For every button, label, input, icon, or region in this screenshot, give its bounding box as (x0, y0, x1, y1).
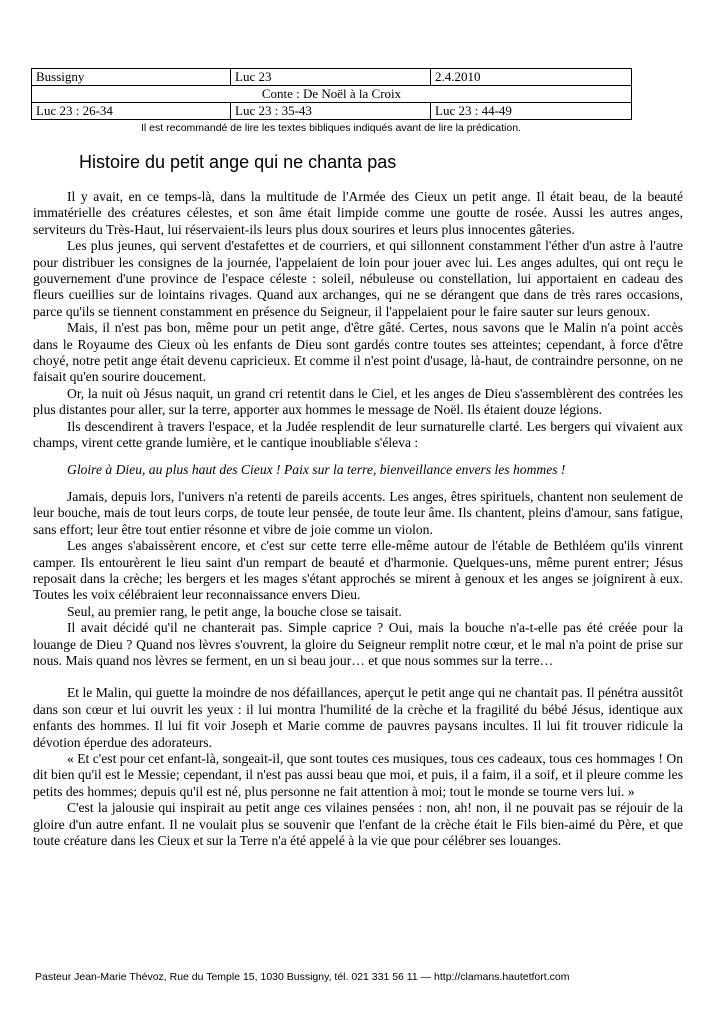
header-table (31, 68, 632, 120)
page-footer: Pasteur Jean-Marie Thévoz, Rue du Temple 15, 1030 Bussigny, tél. 021 331 56 11 — http://clamans.hautetfort.com (35, 971, 570, 983)
paragraph: « Et c'est pour cet enfant-là, songeait-il, que sont toutes ces musiques, tous ces cadeaux, tous ces hommages ! On dit bien qu'il est le Messie; cependant, il n'est pas aussi beau que moi, et puis, il a faim, il a soif, et il pleure comme les petits des hommes; depuis qu'il est né, plus personne ne fait attention à moi; tout le monde se tourne vers lui. » (33, 751, 683, 799)
paragraph: Mais, il n'est pas bon, même pour un petit ange, d'être gâté. Certes, nous savons que le Malin n'a point accès dans le Royaume des Cieux où les enfants de Dieu sont gardés contre toutes ses atteintes; cependant, à force d'être choyé, notre petit ange était devenu capricieux. Et comme il n'est point d'usage, là-haut, de contraindre personne, on ne faisait qu'en sourire doucement. (33, 320, 683, 385)
header-passage-1: Luc 23 : 26-34 (32, 103, 231, 120)
paragraph: Et le Malin, qui guette la moindre de nos défaillances, aperçut le petit ange qui ne chantait pas. Il pénétra aussitôt dans son cœur et lui ouvrit les yeux : il lui montra l'humilité de la crèche et la fragilité du bébé Jésus, identique aux enfants des hommes. Il lui fit voir Joseph et Marie comme de pauvres paysans incultes. Il lui fit trouver ridicule la dévotion éperdue des adorateurs. (33, 685, 683, 750)
paragraph: Ils descendirent à travers l'espace, et la Judée resplendit de leur surnaturelle clarté. Les bergers qui vivaient aux champs, virent cette grande lumière, et le cantique inoubliable s'éleva : (33, 418, 683, 451)
header-row (32, 103, 632, 120)
paragraph: Or, la nuit où Jésus naquit, un grand cri retentit dans le Ciel, et les anges de Dieu s'assemblèrent des contrées les plus distantes pour aller, sur la terre, apporter aux hommes le message de Noël. Ils étaient douze légions. (33, 385, 683, 418)
paragraph: Jamais, depuis lors, l'univers n'a retenti de pareils accents. Les anges, êtres spirituels, chantent non seulement de leur bouche, mais de tout leurs corps, de toute leur pensée, de toute leur âme. Ils chantent, pleins d'amour, sans fatigue, sans effort; leur être tout entier résonne et vibre de joie comme un violon. (33, 488, 683, 537)
paragraph: Les plus jeunes, qui servent d'estafettes et de courriers, et qui sillonnent constamment l'éther d'un astre à l'autre pour distribuer les consignes de la journée, l'appelaient de loin pour jouer avec lui. Les anges adultes, qui ont reçu le gouvernement d'une province de l'espace céleste : soleil, nébuleuse ou constellation, lui apportaient en cadeau des fleurs cueillies sur de lointains rivages. Quand aux archanges, qui ne se dérangent que dans de très rares occasions, parce qu'ils se tiennent constamment en présence du Seigneur, il l'appelaient pour le faire sauter sur leurs genoux. (33, 238, 683, 319)
document-body (33, 189, 683, 849)
paragraph: C'est la jalousie qui inspirait au petit ange ces vilaines pensées : non, ah! non, il ne pouvait pas se réjouir de la gloire d'un autre enfant. Il ne voulait plus se souvenir que l'enfant de la crèche était le Fils bien-aimé du Père, et que toute créature dans les Cieux et sur la Terre n'a été appelé à la vie que pour célébrer ses louanges. (33, 800, 683, 849)
header-subtitle: Conte : De Noël à la Croix (32, 86, 632, 103)
page-title: Histoire du petit ange qui ne chanta pas (79, 152, 397, 172)
header-passage-2: Luc 23 : 35-43 (231, 103, 431, 120)
header-location: Bussigny (32, 69, 231, 86)
paragraph: Il avait décidé qu'il ne chanterait pas. Simple caprice ? Oui, mais la bouche n'a-t-elle pas été créée pour la louange de Dieu ? Quand nos lèvres s'ouvrent, la gloire du Seigneur remplit notre cœur, et le mal n'a point de prise sur nous. Mais quand nos lèvres se ferment, en un si beau jour… et que nous sommes sur la terre… (33, 620, 683, 668)
header-date: 2.4.2010 (431, 69, 632, 86)
header-passage-3: Luc 23 : 44-49 (431, 103, 632, 120)
header-reference: Luc 23 (231, 69, 431, 86)
header-row (32, 86, 632, 103)
header-row (32, 69, 632, 86)
paragraph: Les anges s'abaissèrent encore, et c'est sur cette terre elle-même autour de l'étable de Bethléem qu'ils vinrent camper. Ils entourèrent le lieu saint d'un rempart de beauté et d'harmonie. Quelques-uns, même purent entrer; Jésus reposait dans la crèche; les bergers et les mages s'étant approchés se mirent à genoux et les anges se joignirent à eux. Toutes les voix célébraient leur reconnaissance envers Dieu. (33, 538, 683, 603)
paragraph: Il y avait, en ce temps-là, dans la multitude de l'Armée des Cieux un petit ange. Il était beau, de la beauté immatérielle des créatures célestes, et son âme était limpide comme une goutte de rosée. Aussi les autres anges, serviteurs du Très-Haut, lui réservaient-ils leurs plus doux sourires et leurs plus innocentes gâteries. (33, 189, 683, 237)
hymn-quote: Gloire à Dieu, au plus haut des Cieux ! Paix sur la terre, bienveillance envers les hommes ! (67, 461, 566, 477)
paragraph: Seul, au premier rang, le petit ange, la bouche close se taisait. (67, 603, 402, 619)
recommendation-note: Il est recommandé de lire les textes bibliques indiqués avant de lire la prédication. (141, 122, 521, 134)
